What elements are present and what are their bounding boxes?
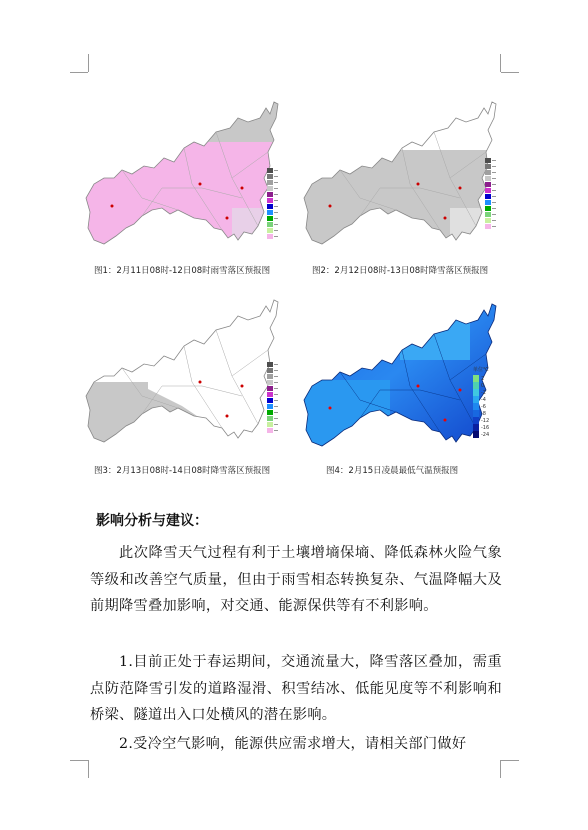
legend-value: -2 [481,389,486,396]
legend-swatch [267,222,273,227]
legend-tick [274,230,278,231]
legend-swatch [267,174,273,179]
legend-swatch [485,158,491,163]
legend-tick [274,182,278,183]
legend-tick [274,394,278,395]
legend-swatch [267,380,273,385]
paragraph-1: 此次降雪天气过程有利于土壤增墒保墒、降低森林火险气象等级和改善空气质量，但由于雨雪相态转换复杂、气温降幅大及前期降雪叠加影响，对交通、能源保供等有不利影响。 [90,545,502,614]
crop-mark-bottom-left-v [88,760,89,778]
figure-3-map [82,286,282,446]
legend-swatch [473,375,479,382]
legend-tick [274,388,278,389]
legend-value: -12 [481,417,490,424]
legend-swatch [473,396,479,403]
legend-swatch [267,186,273,191]
legend-tick [274,382,278,383]
figure-2-caption: 图2：2月12日08时-13日08时降雪落区预报图 [312,266,489,276]
paragraph-3: 2.受冷空气影响，能源供应需求增大，请相关部门做好 [119,736,467,752]
legend-tick [492,220,496,221]
legend-tick [492,160,496,161]
legend-tick [274,424,278,425]
paragraph-2: 1.目前正处于春运期间，交通流量大，降雪落区叠加，需重点防范降雪引发的道路湿滑、积雪结冰、低能见度等不利影响和桥梁、隧道出入口处横风的潜在影响。 [90,654,502,723]
figure-4-legend [473,366,499,438]
legend-tick [274,418,278,419]
legend-tick [492,208,496,209]
legend-tick [492,196,496,197]
legend-swatch [485,200,491,205]
legend-swatch [267,198,273,203]
legend-tick [492,226,496,227]
legend-tick [274,376,278,377]
legend-tick [274,224,278,225]
legend-value: 2 [481,375,485,382]
legend-swatch [267,428,273,433]
legend-swatch [267,210,273,215]
figure-3-legend [267,362,279,436]
legend-tick [274,200,278,201]
crop-mark-top-right-h [501,72,519,73]
legend-tick [274,170,278,171]
legend-row [473,410,499,417]
legend-tick [274,370,278,371]
legend-value: -16 [481,424,490,431]
legend-row [473,375,499,382]
legend-swatch [267,410,273,415]
legend-value: 0 [481,382,485,389]
legend-value: -4 [481,396,486,403]
section-heading: 影响分析与建议： [96,513,208,529]
legend-value: -8 [481,410,486,417]
crop-mark-top-left-h [70,72,88,73]
legend-row [473,424,499,431]
legend-swatch [485,176,491,181]
legend-swatch [485,218,491,223]
legend-swatch [267,386,273,391]
crop-mark-top-left-v [88,54,89,72]
legend-tick [274,364,278,365]
legend-swatch [473,389,479,396]
legend-swatch [267,422,273,427]
legend-swatch [473,403,479,410]
legend-swatch [267,404,273,409]
legend-swatch [267,392,273,397]
legend-swatch [473,424,479,431]
figure-1-map [82,88,282,248]
crop-mark-top-right-v [500,54,501,72]
legend-swatch [485,188,491,193]
legend-tick [274,176,278,177]
legend-row [473,389,499,396]
crop-mark-bottom-right-v [500,760,501,778]
legend-tick [492,178,496,179]
legend-tick [492,184,496,185]
crop-mark-bottom-right-h [501,760,519,761]
figure-4-caption: 图4：2月15日凌晨最低气温预报图 [326,466,459,476]
legend-tick [492,190,496,191]
legend-tick [274,236,278,237]
legend-swatch [485,212,491,217]
legend-tick [274,212,278,213]
legend-swatch [267,416,273,421]
legend-swatch [267,216,273,221]
figure-1-legend [267,168,279,242]
legend-swatch [267,168,273,173]
legend-swatch [485,164,491,169]
legend-swatch [267,180,273,185]
legend-swatch [485,170,491,175]
legend-swatch [473,431,479,438]
legend-tick [274,206,278,207]
legend-tick [492,202,496,203]
legend-swatch [267,362,273,367]
legend-tick [274,400,278,401]
legend-swatch [267,374,273,379]
legend-tick [492,166,496,167]
legend-value: -24 [481,431,490,438]
legend-swatch [267,368,273,373]
legend-swatch [267,398,273,403]
legend-swatch [473,382,479,389]
legend-tick [274,406,278,407]
legend-value: -6 [481,403,486,410]
legend-swatch [473,410,479,417]
legend-swatch [485,206,491,211]
legend-swatch [267,228,273,233]
legend-swatch [267,192,273,197]
legend-row [473,431,499,438]
legend-row [473,396,499,403]
legend-tick [274,194,278,195]
legend-tick [274,412,278,413]
figure-2-legend [485,158,497,232]
figure-4-map [300,290,500,450]
legend-swatch [267,234,273,239]
legend-tick [492,172,496,173]
legend-tick [274,188,278,189]
crop-mark-bottom-left-h [70,760,88,761]
legend-swatch [473,417,479,424]
legend-unit: 单位℃ [473,367,489,373]
figure-3-caption: 图3：2月13日08时-14日08时降雪落区预报图 [94,466,271,476]
legend-tick [274,218,278,219]
legend-row [473,403,499,410]
legend-swatch [485,224,491,229]
figure-2-map [300,88,500,248]
legend-tick [274,430,278,431]
legend-swatch [485,182,491,187]
figure-1-caption: 图1：2月11日08时-12日08时雨雪落区预报图 [94,266,271,276]
legend-swatch [485,194,491,199]
legend-row [473,417,499,424]
legend-swatch [267,204,273,209]
legend-tick [492,214,496,215]
legend-row [473,382,499,389]
